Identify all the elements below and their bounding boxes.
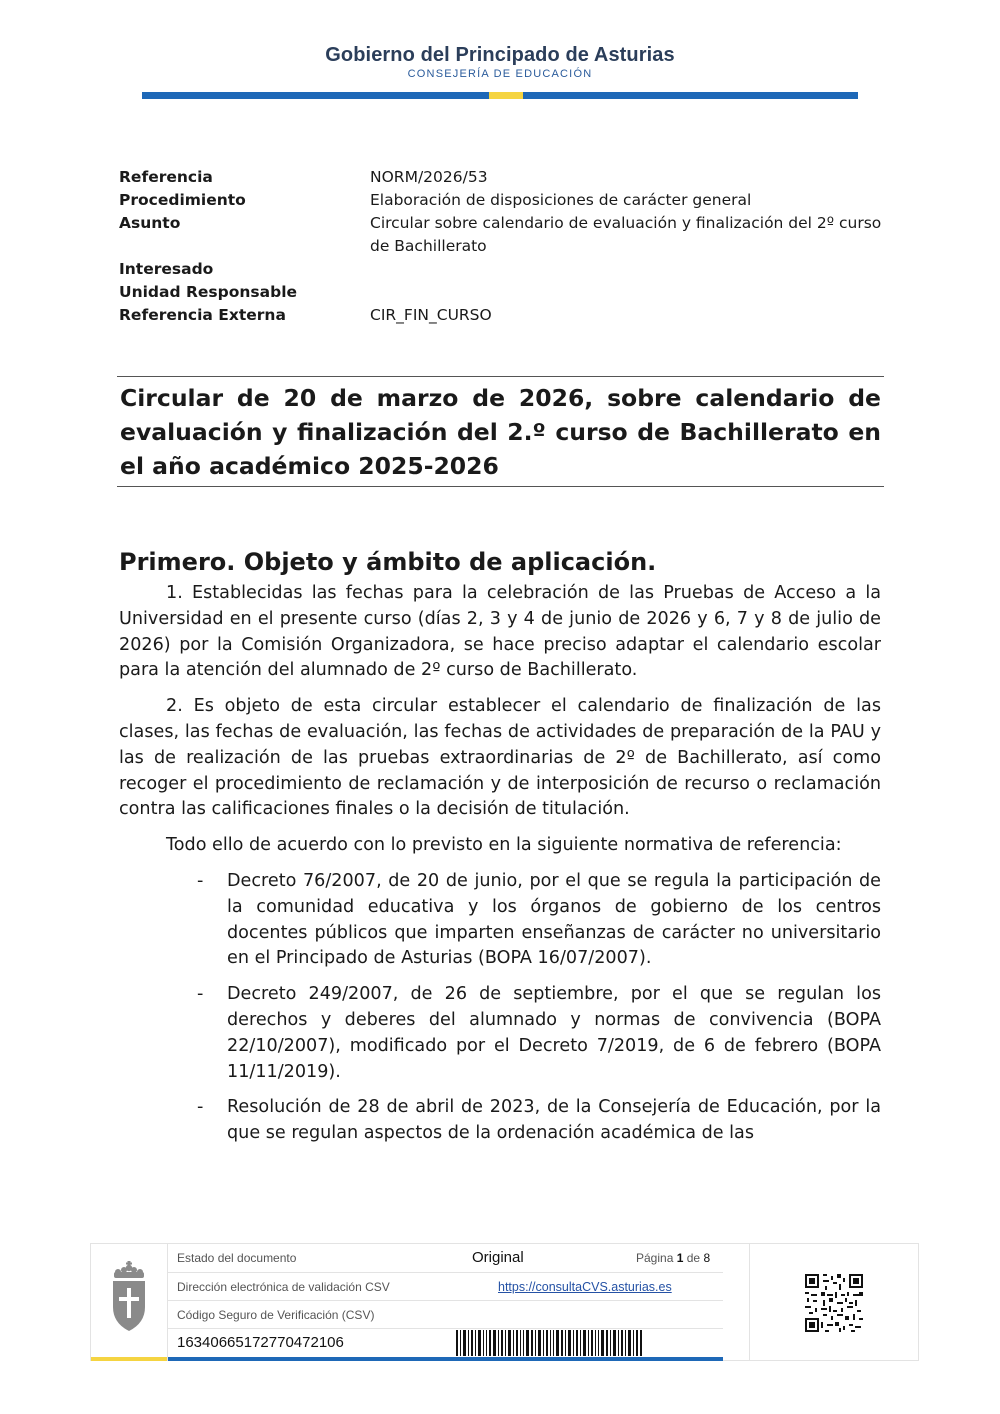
- estado-value: Original: [472, 1249, 524, 1266]
- meta-label: Unidad Responsable: [119, 283, 298, 301]
- meta-label: Procedimiento: [119, 191, 246, 209]
- government-name: Gobierno del Principado de Asturias: [325, 44, 675, 66]
- department-name: CONSEJERÍA DE EDUCACIÓN: [407, 68, 593, 80]
- meta-row-referencia: [119, 166, 905, 189]
- header-stripe-blue: [523, 92, 858, 99]
- verification-footer: [90, 1243, 919, 1361]
- meta-value: [370, 258, 905, 281]
- list-item-text: Resolución de 28 de abril de 2023, de la Consejería de Educación, por la que se regulan aspectos de la ordenación académica de las: [227, 1097, 881, 1144]
- row-csv-url: [168, 1272, 723, 1301]
- page-indicator: [636, 1251, 710, 1265]
- list-item-text: Decreto 76/2007, de 20 de junio, por el que se regula la participación de la comunidad educativa y los órganos de gobierno de los centros docentes públicos que imparten enseñanzas de carácter no universitario en el Principado de Asturias (BOPA 16/07/2007).: [227, 870, 881, 969]
- meta-value: CIR_FIN_CURSO: [370, 306, 492, 324]
- list-item: [119, 869, 881, 972]
- header-stripe-yellow: [489, 92, 523, 99]
- meta-row-unidad-responsable: [119, 281, 905, 304]
- header-stripe-blue: [142, 92, 489, 99]
- document-body: [119, 543, 881, 1157]
- letterhead: [0, 44, 1000, 80]
- paragraph: Todo ello de acuerdo con lo previsto en la siguiente normativa de referencia:: [166, 835, 842, 856]
- title-block: [117, 376, 884, 487]
- meta-value: Elaboración de disposiciones de carácter general: [370, 191, 752, 209]
- footer-stripe-blue: [168, 1357, 723, 1361]
- meta-value: [370, 281, 905, 304]
- row-csv-code: [168, 1328, 723, 1357]
- list-item: [119, 1095, 881, 1147]
- bullet-marker: -: [197, 870, 204, 891]
- row-csv-code-label: [168, 1300, 723, 1329]
- list-item-text: Decreto 249/2007, de 26 de septiembre, por el que se regulan los derechos y deberes del alumnado y normas de convivencia (BOPA 22/10/2007), modificado por el Decreto 7/2019, de 6 de febrero (BOPA 11/11/2019).: [227, 984, 881, 1082]
- row-estado: [168, 1244, 723, 1273]
- csv-code: 16340665172770472106: [177, 1334, 344, 1351]
- csv-validation-link[interactable]: https://consultaCVS.asturias.es: [498, 1280, 672, 1294]
- meta-label: Interesado: [119, 260, 214, 278]
- meta-row-procedimiento: [119, 189, 905, 212]
- qr-code-icon: [749, 1244, 920, 1360]
- meta-value: NORM/2026/53: [370, 168, 488, 186]
- meta-row-referencia-externa: [119, 304, 905, 327]
- meta-label: Asunto: [119, 214, 181, 232]
- estado-label: Estado del documento: [177, 1251, 297, 1265]
- csv-code-label: Código Seguro de Verificación (CSV): [177, 1308, 375, 1322]
- footer-stripe-yellow: [91, 1357, 167, 1361]
- page-total: 8: [703, 1251, 711, 1265]
- paragraph: 2. Es objeto de esta circular establecer el calendario de finalización de las clases, las fechas de evaluación, las fechas de actividades de preparación de la PAU y las de realización de las pruebas extraordinarias de 2º de Bachillerato, así como recoger el procedimiento de reclamación y de interposición de recurso o reclamación contra las calificaciones finales o la decisión de titulación.: [119, 696, 881, 820]
- page-prefix: Página: [636, 1251, 674, 1265]
- barcode-icon: [456, 1330, 642, 1356]
- list-item: [119, 982, 881, 1085]
- document-title: Circular de 20 de marzo de 2026, sobre calendario de evaluación y finalización del 2.º curso de Bachillerato en el año académico 2025-2026: [120, 384, 881, 480]
- meta-value: Circular sobre calendario de evaluación y finalización del 2º curso de Bachillerato: [370, 214, 882, 255]
- paragraph: 1. Establecidas las fechas para la celebración de las Pruebas de Acceso a la Universidad en el presente curso (días 2, 3 y 4 de junio de 2026 y 6, 7 y 8 de julio de 2026) por la Comisión Organizadora, se hace preciso adaptar el calendario escolar para la atención del alumnado de 2º curso de Bachillerato.: [119, 583, 881, 681]
- document-metadata: [119, 166, 905, 327]
- normative-list: [119, 869, 881, 1147]
- csv-dir-label: Dirección electrónica de validación CSV: [177, 1280, 390, 1294]
- page-sep: de: [686, 1251, 701, 1265]
- coat-of-arms-icon: [91, 1244, 168, 1360]
- meta-label: Referencia: [119, 168, 213, 186]
- bullet-marker: -: [197, 1097, 204, 1118]
- verification-table: [168, 1244, 723, 1361]
- page-current: 1: [676, 1251, 684, 1265]
- bullet-marker: -: [197, 984, 204, 1005]
- section-heading: Primero. Objeto y ámbito de aplicación.: [119, 548, 657, 576]
- meta-row-asunto: [119, 212, 905, 258]
- meta-row-interesado: [119, 258, 905, 281]
- meta-label: Referencia Externa: [119, 306, 286, 324]
